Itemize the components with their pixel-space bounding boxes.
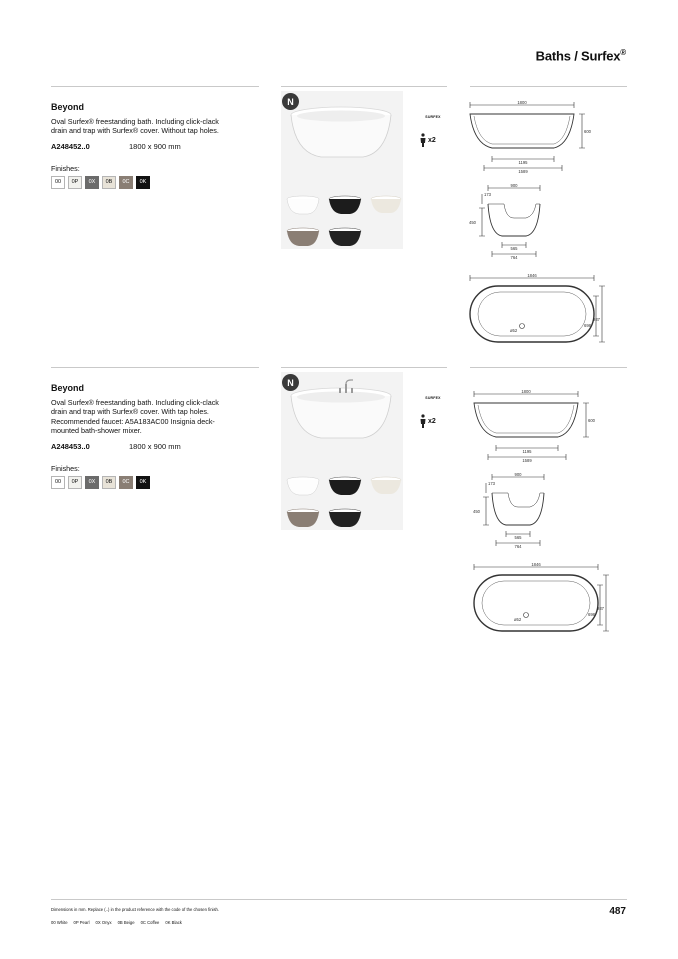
bath-photos-svg (281, 372, 403, 530)
bath-white (287, 196, 319, 214)
divider (281, 86, 447, 87)
product-photo (281, 91, 403, 249)
finish-swatch-0k[interactable]: 0K (136, 476, 150, 489)
dim-plan-length: 1846 (527, 273, 537, 278)
finish-swatch-0p[interactable]: 0P (68, 476, 82, 489)
product-description: Oval Surfex® freestanding bath. Including click-clack drain and trap with Surfex® cover. With tap holes. Recommended faucet: A5A183AC00 Insignia deck- mounted bath-shower mixer. (51, 398, 219, 436)
finish-swatch-0c[interactable]: 0C (119, 176, 133, 189)
dim-top-length: 1800 (517, 100, 527, 105)
bath-white (287, 477, 319, 495)
divider (51, 86, 259, 87)
two-person-handling: x2 (419, 133, 447, 147)
finish-swatch-0x[interactable]: 0X (85, 476, 99, 489)
new-badge: N (282, 93, 299, 110)
legend-item: 00 White (51, 920, 68, 925)
finish-swatch-00[interactable]: 00 (51, 176, 65, 189)
finish-swatch-0c[interactable]: 0C (119, 476, 133, 489)
dim-side-base: 565 (510, 246, 518, 251)
dim-plan-length: 1846 (531, 562, 541, 567)
divider (470, 367, 627, 368)
dim-side-lip: 173 (484, 192, 491, 197)
dim-plan-width: 937 (597, 606, 604, 611)
dim-plan-inner: 698 (588, 612, 595, 617)
dim-plan-width: 937 (593, 317, 600, 322)
bath-black (329, 196, 361, 214)
new-badge: N (282, 374, 299, 391)
product-name: Beyond (51, 102, 85, 112)
product-photo (281, 372, 403, 530)
divider (281, 367, 447, 368)
bath-coffee (287, 509, 319, 527)
dim-side-depth: 764 (510, 255, 518, 260)
finishes-label: Finishes: (51, 463, 80, 473)
finish-swatch-0b[interactable]: 0B (102, 176, 116, 189)
legend-item: 0B Beige (117, 920, 135, 925)
bath-onyx (329, 509, 361, 527)
product-reference: A248452..0 (51, 141, 90, 151)
dim-top-length: 1800 (521, 389, 531, 394)
finish-swatch-00[interactable]: 00 (51, 476, 65, 489)
dim-side-height: 450 (469, 220, 476, 225)
finish-legend (51, 920, 182, 925)
two-person-handling: x2 (419, 414, 447, 428)
technical-drawing (466, 385, 612, 647)
reference-row (51, 142, 251, 151)
product-description: Oval Surfex® freestanding bath. Including click-clack drain and trap with Surfex® cover. Without tap holes. (51, 117, 219, 136)
page-number: 487 (609, 906, 626, 917)
finish-swatch-0k[interactable]: 0K (136, 176, 150, 189)
surfex-logo: SURFEX (425, 115, 441, 119)
dim-drain: ø52 (514, 617, 522, 622)
dim-side-top: 900 (510, 183, 518, 188)
product-reference: A248453..0 (51, 441, 90, 451)
pictograms (419, 102, 447, 147)
dim-inner-length: 1195 (522, 449, 532, 454)
dim-height: 600 (588, 418, 595, 423)
legend-item: 0P Pearl (73, 920, 90, 925)
finish-swatches (51, 176, 251, 189)
divider (470, 86, 627, 87)
dim-drain: ø52 (510, 328, 518, 333)
finish-swatch-0p[interactable]: 0P (68, 176, 82, 189)
legend-item: 0X Onyx (95, 920, 112, 925)
product-block-1 (51, 102, 251, 189)
product-block-2 (51, 383, 251, 489)
dim-plan-inner: 698 (584, 323, 591, 328)
person-icon (419, 414, 427, 428)
page-title: Baths / Surfex® (535, 48, 626, 64)
dim-side-height: 450 (473, 509, 480, 514)
dim-base-length: 1589 (522, 458, 532, 463)
dim-side-base: 565 (514, 535, 522, 540)
dim-side-lip: 173 (488, 481, 495, 486)
reference-row (51, 442, 251, 451)
dim-height: 600 (584, 129, 591, 134)
finishes-label: Finishes: (51, 163, 80, 173)
bath-photos-svg (281, 91, 403, 249)
product-name: Beyond (51, 383, 85, 393)
bath-coffee (287, 228, 319, 246)
legend-item: 0C Coffee (140, 920, 160, 925)
dim-side-top: 900 (514, 472, 522, 477)
bath-onyx (329, 228, 361, 246)
bath-beige (371, 196, 401, 213)
divider (51, 367, 259, 368)
product-size: 1800 x 900 mm (129, 141, 181, 151)
person-icon (419, 133, 427, 147)
surfex-logo: SURFEX (425, 396, 441, 400)
dim-inner-length: 1195 (518, 160, 528, 165)
legend-item: 0K Black (165, 920, 182, 925)
finish-swatch-0x[interactable]: 0X (85, 176, 99, 189)
finish-swatch-0b[interactable]: 0B (102, 476, 116, 489)
finish-swatches (51, 476, 251, 489)
pictograms (419, 383, 447, 428)
dim-base-length: 1589 (518, 169, 528, 174)
footer-note: Dimensions in mm. Replace (..) in the product reference with the code of the chosen finish. (51, 907, 220, 912)
footer-divider (51, 899, 627, 900)
product-size: 1800 x 900 mm (129, 441, 181, 451)
bath-beige (371, 477, 401, 494)
technical-drawing (462, 96, 608, 358)
bath-black (329, 477, 361, 495)
dim-side-depth: 764 (514, 544, 522, 549)
